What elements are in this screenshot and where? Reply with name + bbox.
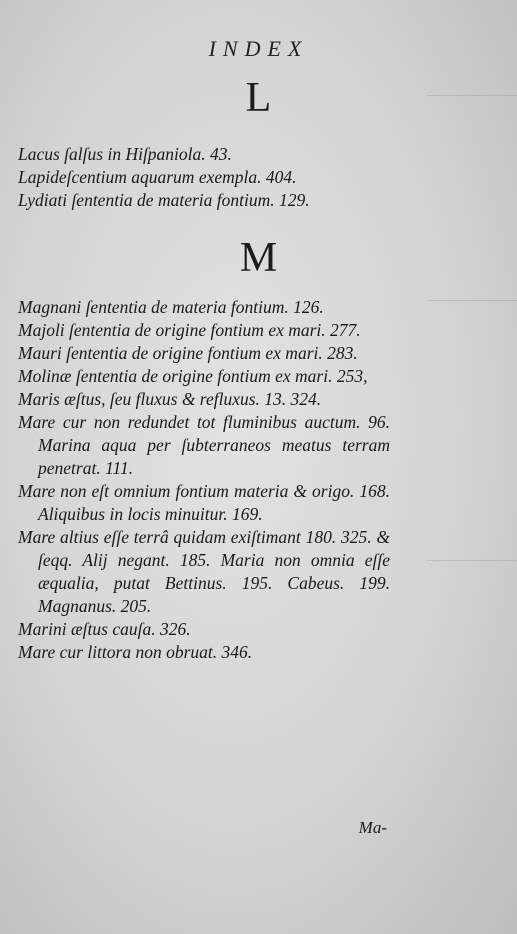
index-entry: Mare altius eſſe terrâ quidam exiſtimant 180. 325. & ſeqq. Alij negant. 185. Maria non omnia eſſe æqualia, putat Bettinus. 195. Cabeus. 199. Magnanus. 205. (18, 527, 390, 616)
section-letter-m: M (239, 235, 278, 281)
entries-l (18, 143, 390, 212)
index-entry: Mauri ſententia de origine fontium ex mari. 283. (18, 343, 358, 363)
index-entry: Maris æſtus, ſeu fluxus & refluxus. 13. 324. (18, 389, 322, 409)
page-header: INDEX (208, 36, 309, 61)
index-entry: Majoli ſententia de origine fontium ex mari. 277. (18, 320, 361, 340)
section-letter-l: L (245, 75, 272, 121)
index-entry: Molinæ ſententia de origine fontium ex mari. 253, (18, 366, 368, 386)
index-entry: Lydiati ſententia de materia fontium. 129. (18, 190, 310, 210)
index-entry: Mare cur littora non obruat. 346. (18, 642, 253, 662)
bleed-through-line (427, 300, 517, 301)
index-entry: Lapideſcentium aquarum exempla. 404. (18, 167, 297, 187)
index-entry: Marini æſtus cauſa. 326. (18, 619, 191, 639)
index-entry: Lacus ſalſus in Hiſpaniola. 43. (18, 144, 232, 164)
index-entry: Mare cur non redundet tot fluminibus auctum. 96. Marina aqua per ſubterraneos meatus terram penetrat. 111. (18, 412, 390, 478)
index-entry: Magnani ſententia de materia fontium. 126. (18, 297, 324, 317)
entries-m (18, 296, 390, 664)
index-entry: Mare non eſt omnium fontium materia & origo. 168. Aliquibus in locis minuitur. 169. (18, 481, 390, 524)
bleed-through-line (427, 560, 517, 561)
catchword: Ma- (358, 818, 387, 837)
